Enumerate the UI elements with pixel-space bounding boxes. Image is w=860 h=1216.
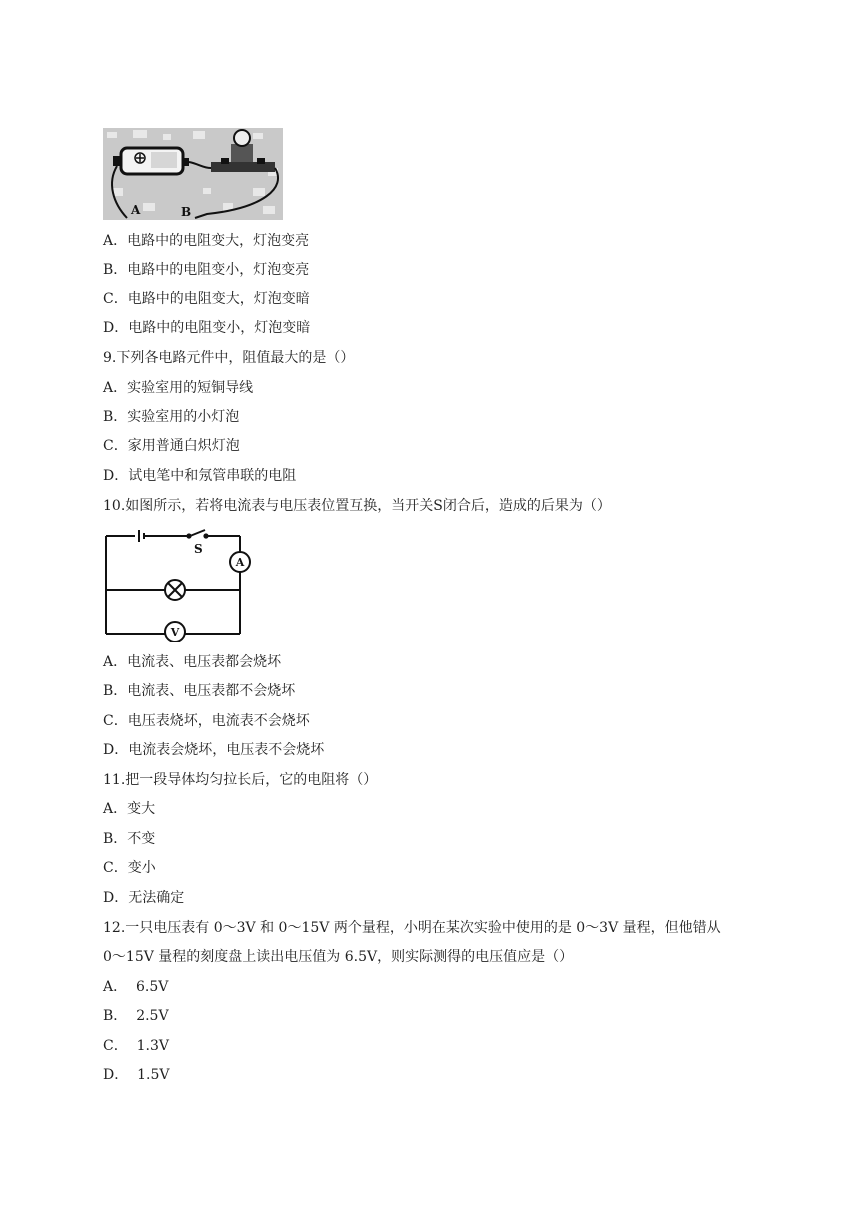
ammeter-label: A: [235, 556, 245, 569]
q12-option-b: B． 2.5V: [103, 1008, 169, 1024]
q9-option-c: C．家用普通白炽灯泡: [103, 438, 240, 454]
q10-option-c: C．电压表烧坏，电流表不会烧坏: [103, 713, 310, 729]
q9-stem: 9.下列各电路元件中，阻值最大的是（）: [103, 350, 355, 366]
q8-option-c: C．电路中的电阻变大，灯泡变暗: [103, 291, 310, 307]
q12-option-a: A． 6.5V: [103, 979, 169, 995]
q12-option-d: D． 1.5V: [103, 1067, 170, 1083]
q9-option-a: A．实验室用的短铜导线: [103, 380, 254, 396]
q8-option-b: B．电路中的电阻变小，灯泡变亮: [103, 262, 310, 278]
q11-option-c: C．变小: [103, 860, 156, 876]
q10-option-d: D．电流表会烧坏，电压表不会烧坏: [103, 742, 325, 758]
figure-label-b: B: [181, 205, 192, 219]
q8-option-d: D．电路中的电阻变小，灯泡变暗: [103, 320, 311, 336]
q10-stem: 10.如图所示，若将电流表与电压表位置互换，当开关S闭合后，造成的后果为（）: [103, 498, 611, 514]
q11-option-a: A．变大: [103, 801, 156, 817]
q8-option-a: A．电路中的电阻变大，灯泡变亮: [103, 233, 310, 249]
q9-option-d: D．试电笔中和氖管串联的电阻: [103, 468, 297, 484]
voltmeter-label: V: [170, 626, 180, 639]
q9-option-b: B．实验室用的小灯泡: [103, 409, 240, 425]
q11-stem: 11.把一段导体均匀拉长后，它的电阻将（）: [103, 772, 378, 788]
figure-label-a: A: [131, 203, 141, 217]
circuit-diagram-q10: [103, 526, 253, 642]
switch-label: S: [194, 542, 203, 556]
q12-option-c: C． 1.3V: [103, 1038, 169, 1054]
q12-stem-line1: 12.一只电压表有 0～3V 和 0～15V 两个量程，小明在某次实验中使用的是 0～3V 量程，但他错从: [103, 920, 721, 936]
q10-option-a: A．电流表、电压表都会烧坏: [103, 654, 282, 670]
circuit-photo-q8: [103, 128, 283, 220]
q10-option-b: B．电流表、电压表都不会烧坏: [103, 683, 296, 699]
q12-stem-line2: 0～15V 量程的刻度盘上读出电压值为 6.5V，则实际测得的电压值应是（）: [103, 949, 574, 965]
q11-option-d: D．无法确定: [103, 890, 185, 906]
q11-option-b: B．不变: [103, 831, 156, 847]
